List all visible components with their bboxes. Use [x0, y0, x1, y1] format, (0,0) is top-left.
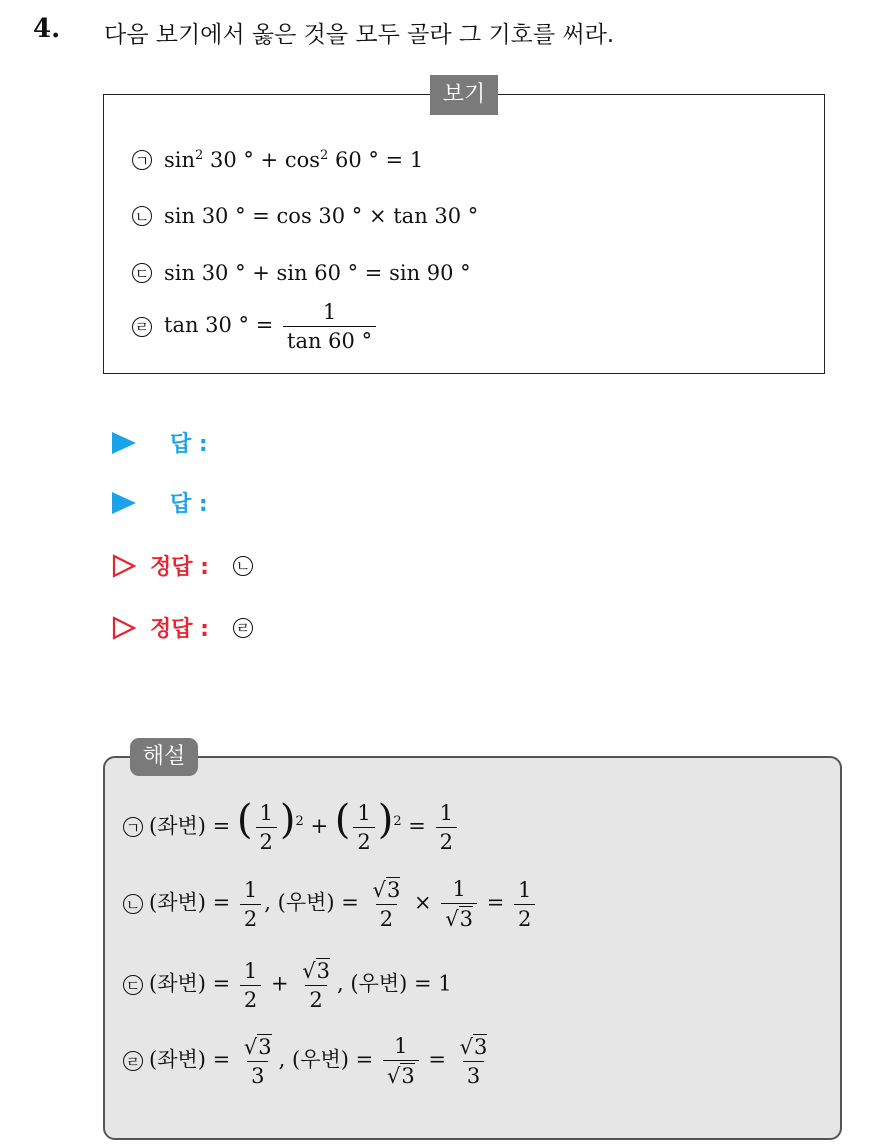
item-mark: ㄷ — [132, 263, 152, 283]
correct-row-2 — [112, 612, 253, 643]
item-expr: tan 30 ° = $\frac{1}{\tan 60 ^\circ}$ — [164, 300, 379, 353]
answer-row-2 — [112, 487, 208, 518]
explanation-line-4 — [123, 1034, 494, 1088]
item-expr: sin 30 ° + sin 60 ° = sin 90 ° — [164, 261, 471, 285]
question-number: 4. — [33, 14, 61, 44]
correct-value: ㄹ — [233, 618, 253, 638]
line-mark: ㄴ — [123, 894, 143, 914]
correct-label: 정답 : — [150, 555, 209, 580]
explanation-line-3 — [123, 958, 452, 1012]
line-expr: (좌변) = ( $\frac{1}{2}$ )$^2$ + ( $\frac{1}{2}$ )$^2$ = $\frac{1}{2}$ — [149, 800, 460, 854]
play-triangle-icon — [112, 432, 136, 454]
answer-label: 답 : — [170, 432, 208, 457]
correct-row-1 — [112, 550, 253, 581]
correct-label: 정답 : — [150, 617, 209, 642]
item-mark: ㄴ — [132, 206, 152, 226]
bogi-item-1 — [132, 148, 423, 172]
play-triangle-icon — [112, 492, 136, 514]
bogi-item-4 — [132, 300, 379, 353]
bogi-label: 보기 — [430, 75, 498, 115]
explanation-line-1 — [123, 797, 460, 854]
bogi-item-2 — [132, 204, 478, 228]
line-mark: ㄱ — [123, 817, 143, 837]
item-expr: sin 30 ° = cos 30 ° × tan 30 ° — [164, 204, 479, 228]
explanation-label: 해설 — [130, 738, 198, 776]
question-text: 다음 보기에서 옳은 것을 모두 골라 그 기호를 써라. — [104, 22, 615, 48]
line-mark: ㄹ — [123, 1051, 143, 1071]
line-mark: ㄷ — [123, 975, 143, 995]
line-expr: (좌변) = $\frac{√3}{3}$ , (우변) = $\frac{1}{√3}$ = $\frac{√3}{3}$ — [149, 1034, 488, 1088]
correct-value: ㄴ — [233, 556, 253, 576]
answer-row-1 — [112, 427, 208, 458]
outline-triangle-icon — [112, 616, 136, 640]
item-mark: ㄹ — [132, 317, 152, 337]
line-expr: (좌변) = $\frac{1}{2}$ , (우변) = $\frac{√3}{2}$ × $\frac{1}{√3}$ = $\frac{1}{2}$ — [149, 877, 538, 931]
line-expr: (좌변) = $\frac{1}{2}$ + $\frac{√3}{2}$ , (우변) = 1 — [149, 958, 452, 1012]
outline-triangle-icon — [112, 554, 136, 578]
item-expr: $\sin^2 30$ ° + $\cos^2 60$ ° = 1 — [164, 148, 424, 172]
bogi-item-3 — [132, 261, 471, 285]
item-mark: ㄱ — [132, 150, 152, 170]
explanation-line-2 — [123, 877, 538, 931]
answer-label: 답 : — [170, 492, 208, 517]
